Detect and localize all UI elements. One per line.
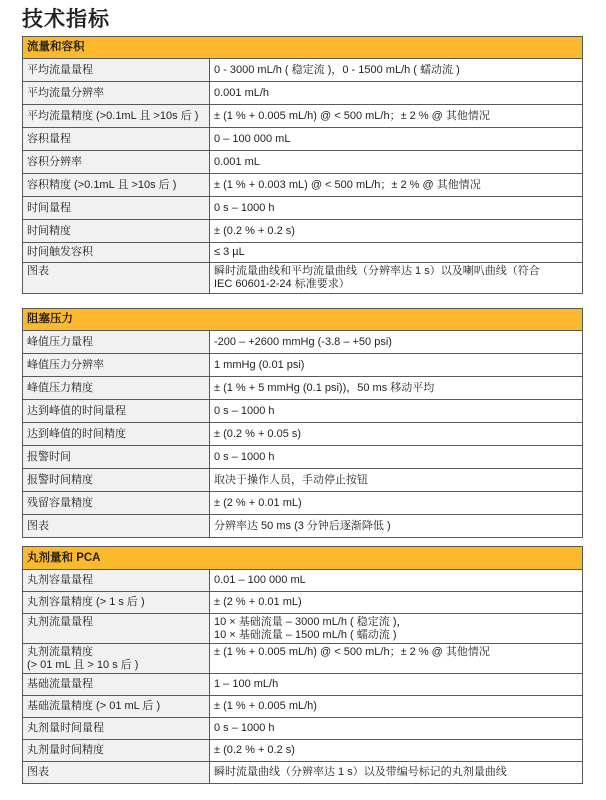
param-value: 取决于操作人员，手动停止按钮: [210, 469, 583, 492]
param-value: 0 s – 1000 h: [210, 197, 583, 220]
param-value: ± (1 % + 0.005 mL/h) @ < 500 mL/h；± 2 % @ 其他情况: [210, 644, 583, 674]
param-name: 图表: [23, 515, 210, 538]
param-value: 10 × 基础流量 – 3000 mL/h ( 稳定流 )， 10 × 基础流量 – 1500 mL/h ( 蠕动流 ): [210, 614, 583, 644]
param-value: 0.01 – 100 000 mL: [210, 570, 583, 592]
param-name: 容积精度 (>0.1mL 且 >10s 后 ): [23, 174, 210, 197]
param-value: ± (1 % + 5 mmHg (0.1 psi))，50 ms 移动平均: [210, 377, 583, 400]
param-name: 基础流量精度 (> 01 mL 后 ): [23, 696, 210, 718]
param-value: ± (0.2 % + 0.2 s): [210, 220, 583, 243]
param-name: 丸剂容量精度 (> 1 s 后 ): [23, 592, 210, 614]
param-name: 平均流量精度 (>0.1mL 且 >10s 后 ): [23, 105, 210, 128]
param-name: 基础流量量程: [23, 674, 210, 696]
param-value: -200 – +2600 mmHg (-3.8 – +50 psi): [210, 331, 583, 354]
spec-table-flow-volume: [22, 36, 583, 294]
param-value: ± (2 % + 0.01 mL): [210, 592, 583, 614]
param-value: ± (1 % + 0.003 mL) @ < 500 mL/h；± 2 % @ 其他情况: [210, 174, 583, 197]
param-name: 图表: [23, 762, 210, 784]
param-name: 峰值压力分辨率: [23, 354, 210, 377]
spec-table-bolus-pca: [22, 546, 583, 784]
param-name: 报警时间: [23, 446, 210, 469]
param-value: 1 – 100 mL/h: [210, 674, 583, 696]
param-value: 瞬时流量曲线和平均流量曲线（分辨率达 1 s）以及喇叭曲线（符合 IEC 60601-2-24 标准要求）: [210, 263, 583, 294]
param-name: 平均流量分辨率: [23, 82, 210, 105]
section-title: 阻塞压力: [23, 309, 583, 331]
param-name: 报警时间精度: [23, 469, 210, 492]
param-name: 丸剂容量量程: [23, 570, 210, 592]
param-value: 1 mmHg (0.01 psi): [210, 354, 583, 377]
param-name: 平均流量量程: [23, 59, 210, 82]
param-name: 峰值压力精度: [23, 377, 210, 400]
param-name: 丸剂量时间量程: [23, 718, 210, 740]
param-value: ± (1 % + 0.005 mL/h) @ < 500 mL/h；± 2 % @ 其他情况: [210, 105, 583, 128]
param-value: 0.001 mL: [210, 151, 583, 174]
param-value: ± (0.2 % + 0.05 s): [210, 423, 583, 446]
param-value: ± (0.2 % + 0.2 s): [210, 740, 583, 762]
param-name: 峰值压力量程: [23, 331, 210, 354]
param-name: 丸剂流量量程: [23, 614, 210, 644]
param-value: 0 - 3000 mL/h ( 稳定流 )，0 - 1500 mL/h ( 蠕动流 ): [210, 59, 583, 82]
param-value: ± (1 % + 0.005 mL/h): [210, 696, 583, 718]
param-name: 时间触发容积: [23, 243, 210, 263]
param-value: 分辨率达 50 ms (3 分钟后逐渐降低 ): [210, 515, 583, 538]
param-name: 时间精度: [23, 220, 210, 243]
param-value: 0 s – 1000 h: [210, 400, 583, 423]
param-name: 时间量程: [23, 197, 210, 220]
spec-table-occlusion-pressure: [22, 308, 583, 538]
section-title: 流量和容积: [23, 37, 583, 59]
param-value: 0 s – 1000 h: [210, 718, 583, 740]
param-value: 瞬时流量曲线（分辨率达 1 s）以及带编号标记的丸剂量曲线: [210, 762, 583, 784]
param-name: 丸剂流量精度 (> 01 mL 且 > 10 s 后 ): [23, 644, 210, 674]
param-name: 残留容量精度: [23, 492, 210, 515]
page-title: 技术指标: [22, 7, 110, 31]
param-value: 0 – 100 000 mL: [210, 128, 583, 151]
param-value: 0.001 mL/h: [210, 82, 583, 105]
param-name: 达到峰值的时间量程: [23, 400, 210, 423]
param-value: ≤ 3 µL: [210, 243, 583, 263]
param-name: 达到峰值的时间精度: [23, 423, 210, 446]
param-name: 容积量程: [23, 128, 210, 151]
param-name: 丸剂量时间精度: [23, 740, 210, 762]
section-title: 丸剂量和 PCA: [23, 547, 583, 570]
param-value: 0 s – 1000 h: [210, 446, 583, 469]
param-value: ± (2 % + 0.01 mL): [210, 492, 583, 515]
param-name: 容积分辨率: [23, 151, 210, 174]
param-name: 图表: [23, 263, 210, 294]
